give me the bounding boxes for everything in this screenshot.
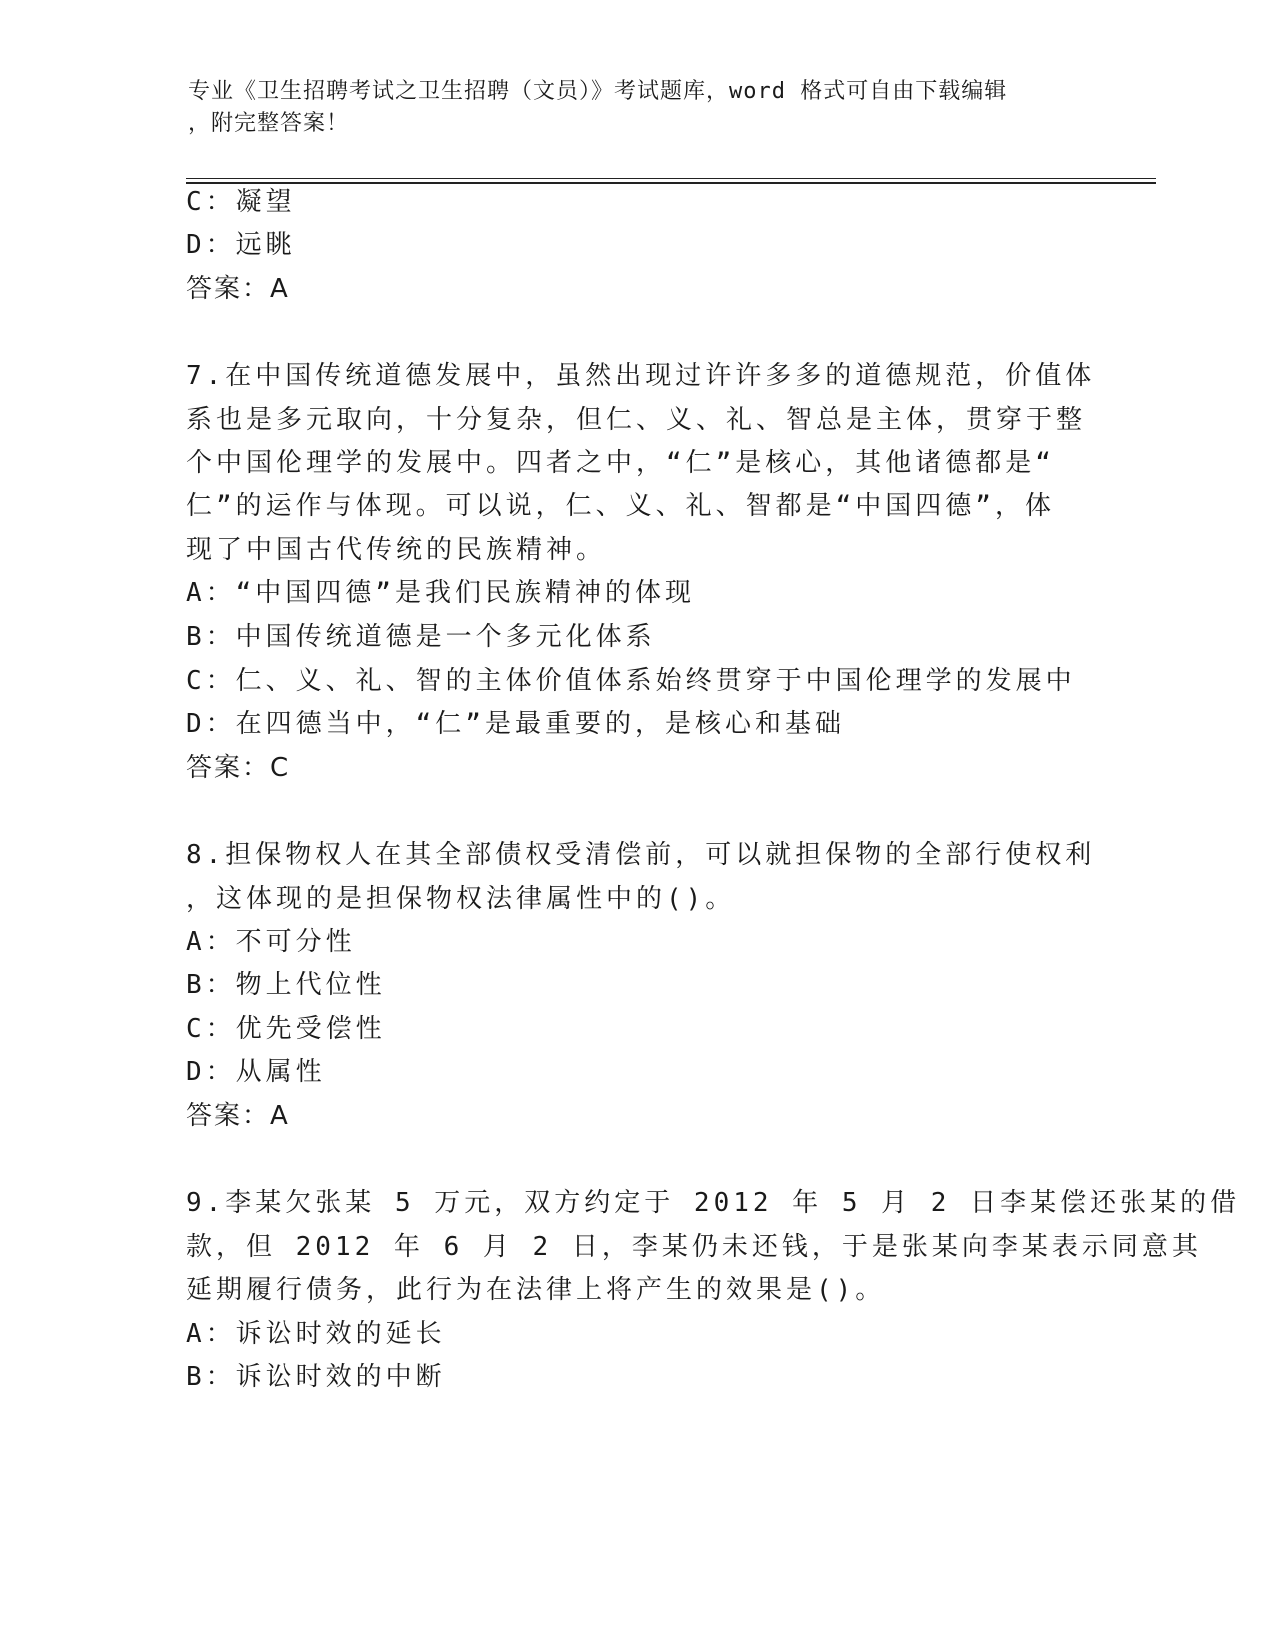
q7-stem-line-2: 系也是多元取向，十分复杂，但仁、义、礼、智总是主体，贯穿于整 [186, 405, 1087, 435]
q7-option-a: A：“中国四德”是我们民族精神的体现 [186, 578, 695, 608]
q7-option-d: D：在四德当中，“仁”是最重要的，是核心和基础 [186, 709, 845, 739]
q9-stem-line-2: 款，但 2012 年 6 月 2 日，李某仍未还钱，于是张某向李某表示同意其 [186, 1232, 1202, 1262]
q7-stem-line-5: 现了中国古代传统的民族精神。 [186, 535, 607, 565]
q9-option-a: A：诉讼时效的延长 [186, 1319, 446, 1349]
q9-stem-line-1: 9.李某欠张某 5 万元，双方约定于 2012 年 5 月 2 日李某偿还张某的借 [186, 1188, 1241, 1218]
q7-option-b: B：中国传统道德是一个多元化体系 [186, 622, 656, 652]
header-line-2: ，附完整答案！ [188, 111, 350, 136]
q8-stem-line-2: ，这体现的是担保物权法律属性中的()。 [186, 884, 736, 914]
q8-answer: 答案：A [186, 1101, 290, 1131]
q8-option-b: B：物上代位性 [186, 970, 386, 1000]
prev-option-d: D：远眺 [186, 230, 296, 260]
prev-option-c: C：凝望 [186, 187, 296, 217]
q8-option-d: D：从属性 [186, 1057, 326, 1087]
q7-stem-line-3: 个中国伦理学的发展中。四者之中，“仁”是核心，其他诸德都是“ [186, 448, 1055, 478]
q7-answer: 答案：C [186, 753, 291, 783]
q7-stem-line-1: 7.在中国传统道德发展中，虽然出现过许许多多的道德规范，价值体 [186, 361, 1096, 391]
q9-option-b: B：诉讼时效的中断 [186, 1362, 446, 1392]
q8-option-a: A：不可分性 [186, 927, 356, 957]
header-line-1: 专业《卫生招聘考试之卫生招聘（文员）》考试题库，word 格式可自由下载编辑 [188, 79, 1008, 104]
q7-option-c: C：仁、义、礼、智的主体价值体系始终贯穿于中国伦理学的发展中 [186, 666, 1076, 696]
q8-stem-line-1: 8.担保物权人在其全部债权受清偿前，可以就担保物的全部行使权利 [186, 840, 1096, 870]
q9-stem-line-3: 延期履行债务，此行为在法律上将产生的效果是()。 [186, 1275, 886, 1305]
q8-option-c: C：优先受偿性 [186, 1014, 386, 1044]
page-header [188, 76, 1088, 140]
prev-answer: 答案：A [186, 274, 290, 304]
header-divider-thick [186, 182, 1156, 184]
header-divider-thin [186, 178, 1156, 179]
q7-stem-line-4: 仁”的运作与体现。可以说，仁、义、礼、智都是“中国四德”，体 [186, 491, 1055, 521]
